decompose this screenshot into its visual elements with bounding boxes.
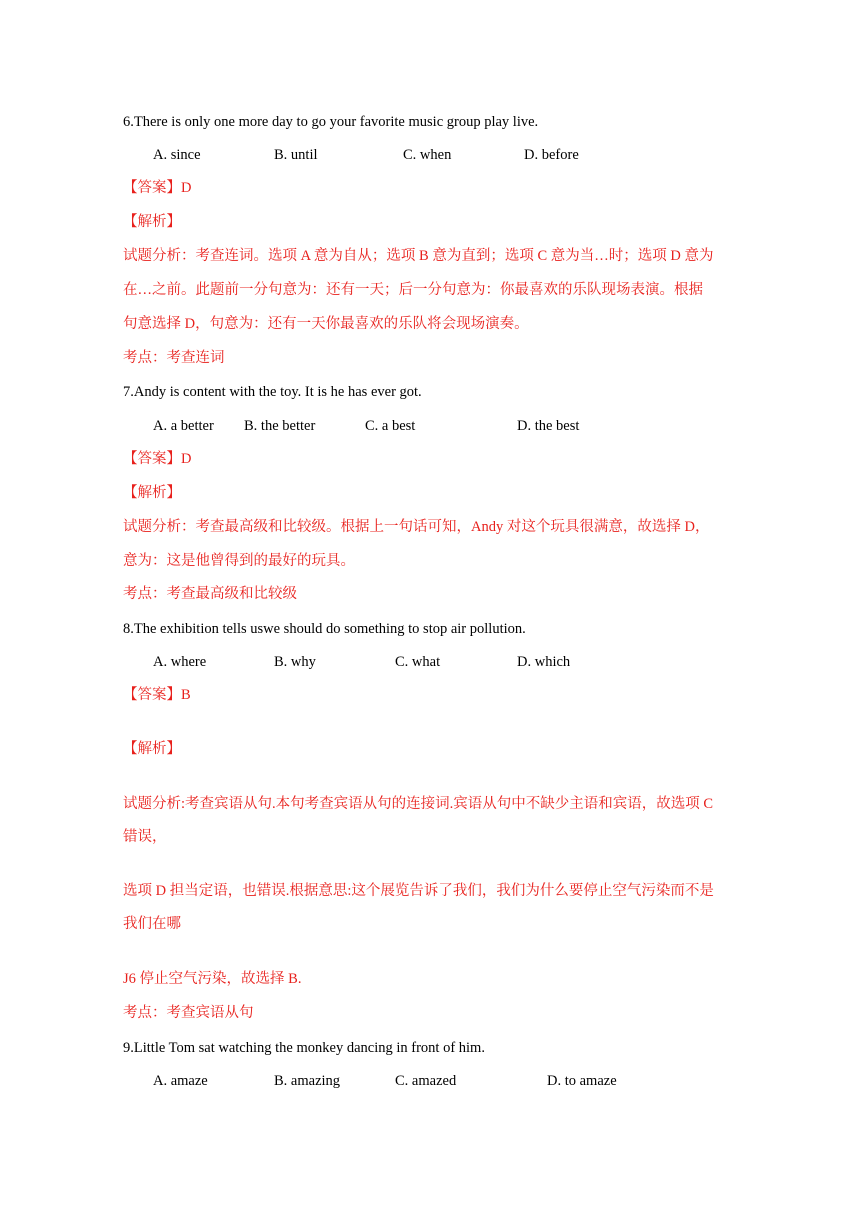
option-d: D. the best (517, 418, 580, 434)
answer-label: 【答案】B (123, 687, 191, 703)
analysis-text: 选项 D 担当定语，也错误.根据意思:这个展览告诉了我们，我们为什么要停止空气污染而不是 (123, 883, 714, 899)
knowledge-point: 考点：考查最高级和比较级 (123, 586, 297, 602)
option-c: C. what (395, 654, 441, 670)
analysis-text: 试题分析：考查最高级和比较级。根据上一句话可知，Andy 对这个玩具很满意，故选择 D， (123, 519, 710, 535)
question-8-options (153, 652, 713, 672)
option-b: B. why (274, 654, 316, 670)
option-d: D. before (524, 147, 579, 163)
option-a: A. since (153, 147, 201, 163)
answer-label: 【答案】D (123, 451, 192, 467)
analysis-text: 意为：这是他曾得到的最好的玩具。 (123, 553, 355, 569)
analysis-heading: 【解析】 (123, 741, 181, 757)
analysis-text: 在…之前。此题前一分句意为：还有一天；后一分句意为：你最喜欢的乐队现场表演。根据 (123, 282, 703, 298)
option-d: D. which (517, 654, 571, 670)
option-b: B. amazing (274, 1073, 341, 1089)
analysis-text: J6 停止空气污染，故选择 B. (123, 971, 302, 987)
question-7-stem: 7.Andy is content with the toy. It is he has ever got. (123, 384, 422, 400)
analysis-text: 我们在哪 (123, 916, 181, 932)
option-a: A. where (153, 654, 207, 670)
analysis-text: 句意选择 D，句意为：还有一天你最喜欢的乐队将会现场演奏。 (123, 316, 529, 332)
analysis-text: 试题分析：考查连词。选项 A 意为自从；选项 B 意为直到；选项 C 意为当…时；选项 D 意为 (123, 248, 714, 264)
question-6-stem: 6.There is only one more day to go your favorite music group play live. (123, 114, 539, 130)
option-b: B. the better (244, 418, 316, 434)
analysis-heading: 【解析】 (123, 485, 181, 501)
answer-label: 【答案】D (123, 180, 192, 196)
analysis-heading: 【解析】 (123, 214, 181, 230)
option-c: C. amazed (395, 1073, 457, 1089)
option-a: A. a better (153, 418, 214, 434)
knowledge-point: 考点：考查宾语从句 (123, 1005, 254, 1021)
option-c: C. a best (365, 418, 416, 434)
question-8-stem: 8.The exhibition tells uswe should do something to stop air pollution. (123, 621, 526, 637)
analysis-text: 错误， (123, 829, 167, 845)
option-c: C. when (403, 147, 452, 163)
question-7-options (153, 416, 713, 436)
option-a: A. amaze (153, 1073, 208, 1089)
option-b: B. until (274, 147, 318, 163)
question-9-options (153, 1071, 713, 1091)
option-d: D. to amaze (547, 1073, 617, 1089)
question-9-stem: 9.Little Tom sat watching the monkey dancing in front of him. (123, 1040, 485, 1056)
knowledge-point: 考点：考查连词 (123, 350, 225, 366)
analysis-text: 试题分析:考查宾语从句.本句考查宾语从句的连接词.宾语从句中不缺少主语和宾语，故选项 C (123, 796, 714, 812)
question-6-options (153, 145, 713, 165)
